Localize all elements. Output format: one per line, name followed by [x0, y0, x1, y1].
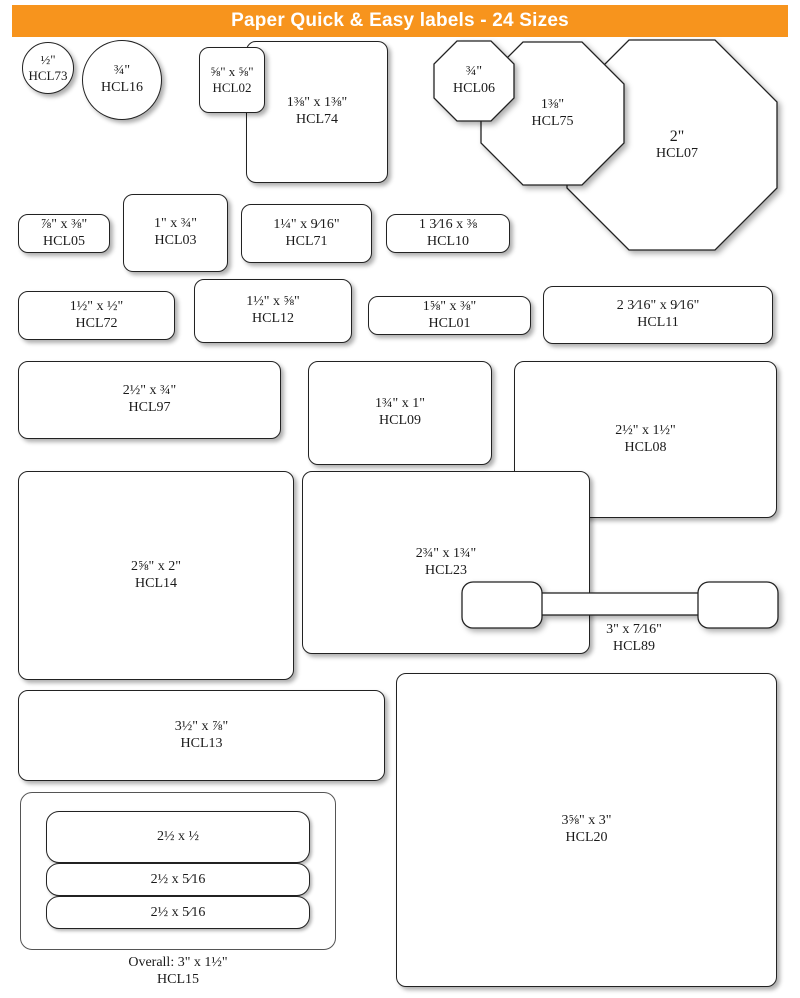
label-size: 1¼" x 9⁄16" — [273, 216, 340, 232]
label-code: HCL13 — [180, 735, 223, 751]
label-code: HCL05 — [43, 233, 85, 249]
label-size: ¾" — [465, 64, 483, 80]
label-code: HCL75 — [531, 113, 574, 129]
label-code: HCL72 — [75, 315, 118, 331]
label-size: 2½" x ¾" — [122, 383, 177, 399]
label-hcl20 — [396, 673, 777, 987]
label-code: HCL97 — [128, 400, 171, 415]
hcl15-part-3 — [46, 896, 310, 929]
hcl15-part-1 — [46, 811, 310, 863]
label-size: 1" x ¾" — [154, 216, 197, 232]
label-code: HCL09 — [379, 413, 421, 428]
label-size: 2½ x ½ — [157, 829, 199, 844]
label-code: HCL07 — [656, 146, 698, 162]
label-code: HCL16 — [101, 80, 143, 95]
label-hcl97 — [18, 361, 281, 439]
label-hcl74 — [246, 41, 388, 183]
label-code: HCL74 — [296, 112, 338, 127]
label-hcl01 — [368, 296, 531, 335]
label-size: 2½ x 5⁄16 — [150, 904, 206, 920]
label-code: HCL23 — [425, 562, 467, 578]
label-size: 1 3⁄16 x ⅜ — [418, 216, 478, 232]
label-size: 2½" x 1½" — [615, 422, 676, 438]
hcl15-part-2 — [46, 863, 310, 896]
label-hcl10 — [386, 214, 510, 253]
label-code: HCL01 — [428, 315, 471, 331]
label-hcl14 — [18, 471, 294, 680]
hcl89-strap — [536, 593, 702, 615]
label-code: HCL08 — [624, 439, 667, 455]
label-size: 3⅝" x 3" — [561, 813, 612, 829]
label-size: ⅝" x ⅝" — [210, 64, 254, 80]
label-hcl09 — [308, 361, 492, 465]
label-code: HCL71 — [285, 233, 328, 249]
label-size: 2 3⁄16" x 9⁄16" — [616, 298, 700, 314]
label-size: 2" — [669, 128, 685, 145]
label-hcl05 — [18, 214, 110, 253]
label-size: 1½" x ½" — [69, 298, 124, 314]
label-size: 1⅜" — [540, 96, 565, 112]
label-size: 3" x 7⁄16" — [606, 622, 662, 637]
label-hcl06 — [434, 41, 514, 121]
label-hcl16 — [82, 40, 162, 120]
label-size: 2¾" x 1¾" — [415, 545, 477, 561]
label-size: ½" — [40, 52, 56, 68]
label-code: HCL10 — [427, 233, 469, 249]
label-code: HCL03 — [154, 233, 197, 248]
label-size: 1¾" x 1" — [375, 396, 425, 412]
label-code: HCL73 — [28, 68, 68, 83]
label-size: 2½ x 5⁄16 — [150, 871, 206, 887]
label-code: HCL20 — [565, 830, 608, 845]
label-hcl02 — [199, 47, 265, 113]
label-overall-size: Overall: 3" x 1½" — [128, 955, 228, 970]
label-size: 2⅝" x 2" — [131, 558, 181, 574]
label-code: HCL12 — [252, 311, 294, 326]
label-size: 1½" x ⅝" — [246, 294, 300, 310]
label-size: 3½" x ⅞" — [174, 718, 229, 734]
label-hcl73 — [22, 42, 74, 94]
label-code: HCL14 — [135, 575, 177, 591]
label-size: ¾" — [113, 63, 131, 79]
hcl89-right-tab — [698, 582, 778, 628]
label-hcl11 — [543, 286, 773, 344]
label-hcl03 — [123, 194, 228, 272]
label-code: HCL02 — [212, 80, 252, 95]
label-hcl13 — [18, 690, 385, 781]
label-size: 1⅝" x ⅜" — [422, 298, 477, 314]
label-size: 1⅜" x 1⅜" — [286, 95, 348, 111]
hcl89-left-tab — [462, 582, 542, 628]
label-code: HCL15 — [157, 971, 199, 987]
label-hcl12 — [194, 279, 352, 343]
label-hcl89 — [584, 622, 684, 656]
label-code: HCL11 — [637, 315, 679, 330]
label-hcl71 — [241, 204, 372, 263]
label-code: HCL89 — [613, 638, 655, 654]
title-banner — [12, 5, 788, 37]
label-code: HCL06 — [453, 81, 495, 96]
label-size: ⅞" x ⅜" — [40, 216, 88, 232]
label-hcl72 — [18, 291, 175, 340]
page-title: Paper Quick & Easy labels - 24 Sizes — [231, 10, 569, 31]
label-hcl15 — [88, 955, 268, 989]
